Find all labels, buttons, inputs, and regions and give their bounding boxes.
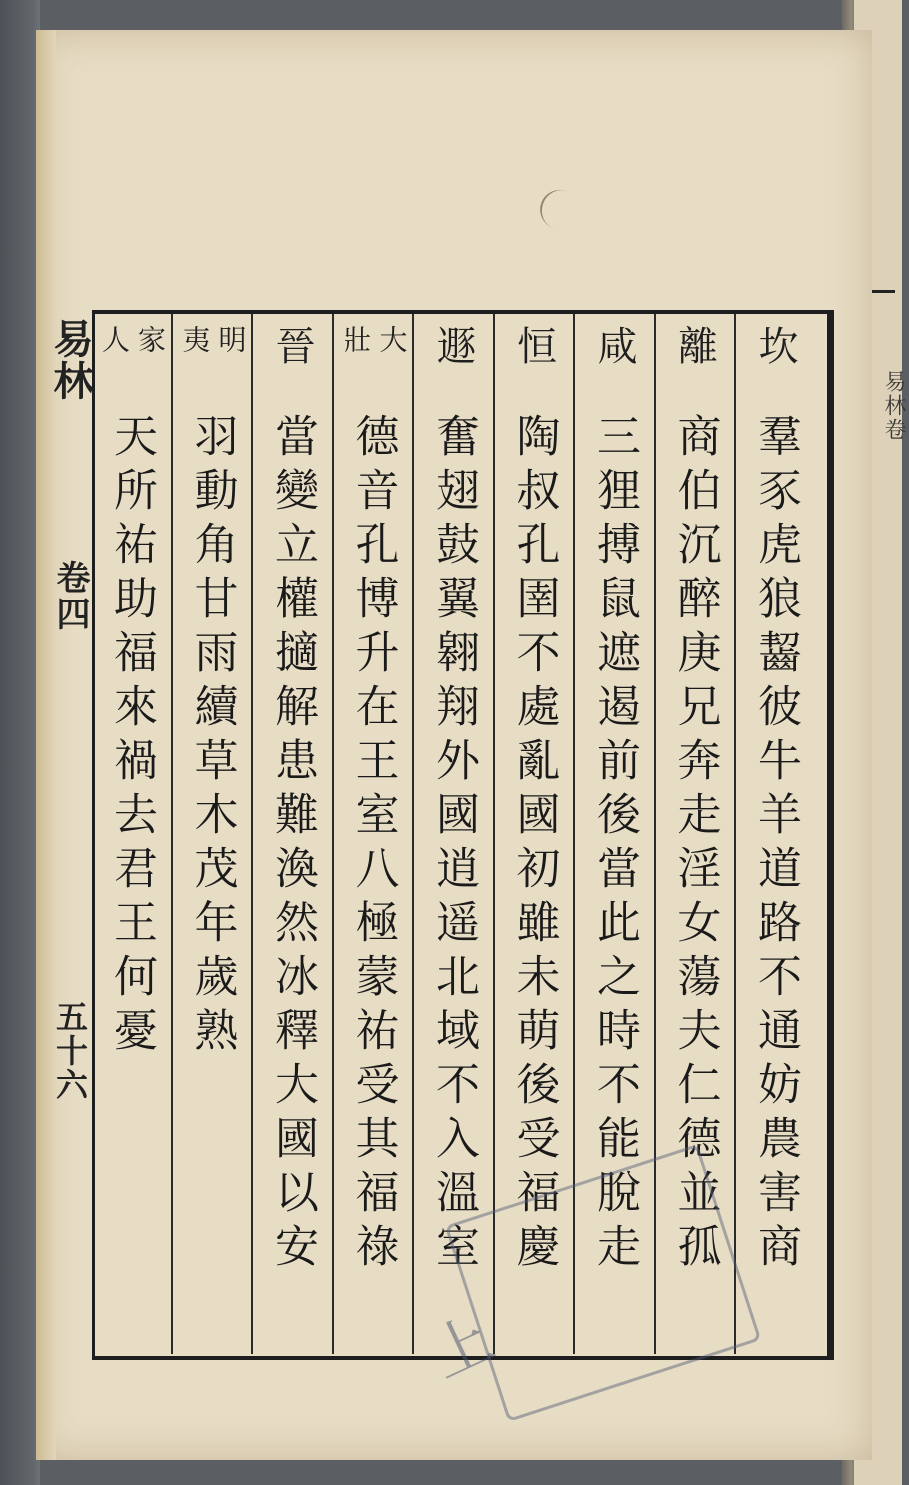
- hexagram-name: 咸: [591, 325, 637, 367]
- entry-column: [255, 325, 329, 1345]
- hexagram-name: 晉: [269, 325, 315, 367]
- verse-text: 商伯沉醉庚兄奔走淫女蕩夫仁德並孤: [669, 413, 721, 1277]
- hexagram-name: 坎: [752, 325, 798, 367]
- text-frame-outer-rule: [818, 310, 834, 1360]
- column-rule: [734, 314, 736, 1354]
- entry-column: [738, 325, 812, 1345]
- margin-title: 易林: [47, 318, 94, 402]
- hexagram-name-part: 家: [134, 325, 167, 355]
- margin-volume: 卷四: [50, 560, 90, 632]
- hexagram-name-part: 明: [214, 325, 248, 355]
- hexagram-name-part: 夷: [178, 325, 212, 355]
- seal-glyph: 上: [420, 1303, 505, 1392]
- entry-column: [175, 325, 249, 1345]
- verse-text: 陶叔孔圉不處亂國初雖未萌後受福慶: [508, 413, 560, 1277]
- hexagram-name-part: 壯: [339, 325, 373, 355]
- entry-column: [94, 325, 168, 1345]
- hexagram-name: 離: [671, 325, 718, 367]
- margin-leaf-number: 五十六: [51, 1000, 89, 1102]
- page-edge: [36, 30, 56, 1460]
- verse-text: 三狸搏鼠遮遏前後當此之時不能脫走: [589, 413, 640, 1277]
- column-rule: [171, 314, 173, 1354]
- entry-column: [416, 325, 490, 1345]
- hexagram-name-part: 大: [375, 325, 409, 355]
- verse-text: 奮翅鼓翼翱翔外國逍遥北域不入溫室: [428, 413, 479, 1277]
- hexagram-name-part: 人: [98, 325, 131, 355]
- scanner-bed: [0, 0, 40, 1485]
- column-rule: [251, 314, 253, 1354]
- verse-text: 當變立權擿解患難渙然冰釋大國以安: [267, 413, 318, 1277]
- verse-text: 羽動角甘雨續草木茂年歲熟: [186, 413, 238, 1061]
- entry-column: [336, 325, 410, 1345]
- verse-text: 天所祐助福來禍去君王何憂: [106, 413, 157, 1061]
- column-rule: [493, 314, 495, 1354]
- hexagram-name: 遯: [430, 325, 476, 367]
- column-rule: [412, 314, 414, 1354]
- verse-text: 羣豕虎狼齧彼牛羊道路不通妨農害商: [750, 413, 801, 1277]
- hexagram-name: 恒: [510, 325, 557, 367]
- verse-text: 德音孔博升在王室八極蒙祐受其福祿: [347, 413, 399, 1277]
- facing-page-text: 易林卷: [881, 370, 906, 442]
- column-rule: [332, 314, 334, 1354]
